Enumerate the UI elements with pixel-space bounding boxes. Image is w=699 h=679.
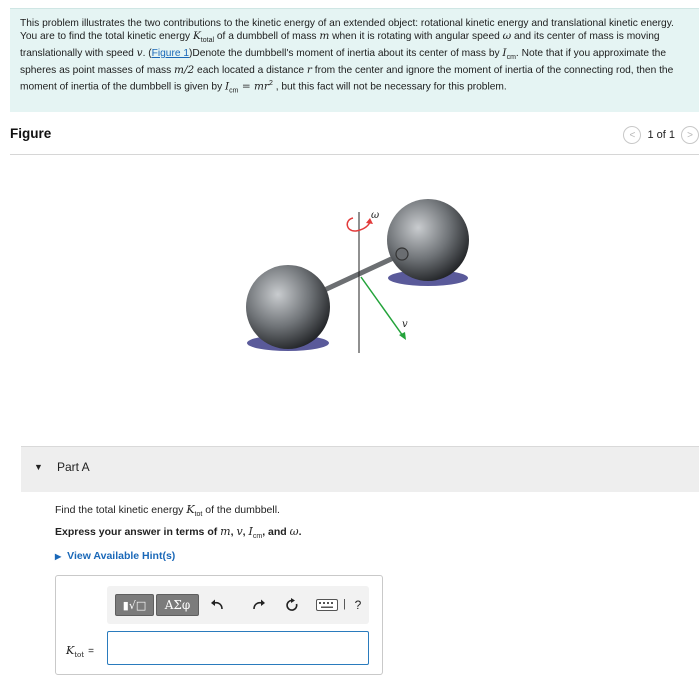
redo-button[interactable] (249, 595, 269, 615)
prev-figure-button[interactable] (623, 126, 641, 144)
figure-header (10, 125, 699, 155)
question-text: Find the total kinetic energy $K_{tot}$ of the dumbbell. (55, 503, 280, 519)
dumbbell-figure (240, 190, 480, 360)
chevron-left-icon: < (629, 129, 636, 141)
omega-label: ω (371, 210, 380, 221)
problem-intro: This problem illustrates the two contributions to the kinetic energy of an extended object: rotational kinetic energy and translational kinetic energy. You are to find the total kinetic energy $K_{total}$ of a dumbbell of mass m when it is rotating with angular speed ω and its center of mass is moving translationally with speed v. (Figure 1)Denote the dumbbell's moment of inertia about its center of mass by $I_{cm}$. Note that if you approximate the spheres as point masses of mass m/2 each located a distance r from the center and ignore the moment of inertia of the connecting rod, then the moment of inertia of the dumbbell is given by $I_{cm} = mr^2$ , but this fact will not be necessary for this problem. (10, 8, 699, 112)
velocity-arrowhead (399, 332, 406, 340)
figure-link[interactable]: Figure 1 (151, 48, 190, 60)
v-label: v (402, 319, 408, 330)
connecting-rod (318, 254, 402, 293)
undo-button[interactable] (207, 595, 227, 615)
redo-icon (252, 598, 266, 612)
greek-symbols-button[interactable]: ΑΣφ (156, 594, 199, 616)
view-hints-link[interactable]: ▶ View Available Hint(s) (55, 550, 176, 562)
next-figure-button[interactable] (681, 126, 699, 144)
keyboard-button[interactable] (314, 595, 340, 615)
figure-page-indicator: 1 of 1 (647, 129, 675, 141)
part-a-header[interactable] (21, 446, 699, 492)
templates-button[interactable] (115, 594, 154, 616)
help-button[interactable] (348, 595, 368, 615)
undo-icon (210, 598, 224, 612)
equation-toolbar (107, 586, 369, 624)
part-a-label: Part A (57, 460, 90, 474)
reset-icon (285, 598, 299, 612)
toolbar-separator: | (343, 598, 346, 610)
chevron-right-icon: > (687, 129, 693, 141)
figure-title: Figure (10, 126, 52, 141)
sphere-left (246, 265, 330, 349)
keyboard-icon (316, 599, 338, 611)
velocity-arrow (361, 277, 403, 336)
collapse-triangle-icon[interactable]: ▼ (34, 462, 43, 472)
expand-triangle-icon: ▶ (55, 552, 62, 561)
answer-label: $K_{tot}$ = (66, 644, 94, 660)
reset-button[interactable] (282, 595, 302, 615)
answer-input[interactable] (107, 631, 369, 665)
dumbbell-illustration (240, 190, 480, 360)
square-root-icon: ▮√□ (122, 598, 147, 612)
rod-joint-right (396, 248, 408, 260)
answer-box (55, 575, 383, 675)
answer-instructions: Express your answer in terms of m, v, $I_{cm}$, and ω. (55, 525, 302, 541)
figure-pager (623, 125, 699, 145)
sphere-right (387, 199, 469, 281)
help-icon: ? (354, 598, 362, 612)
